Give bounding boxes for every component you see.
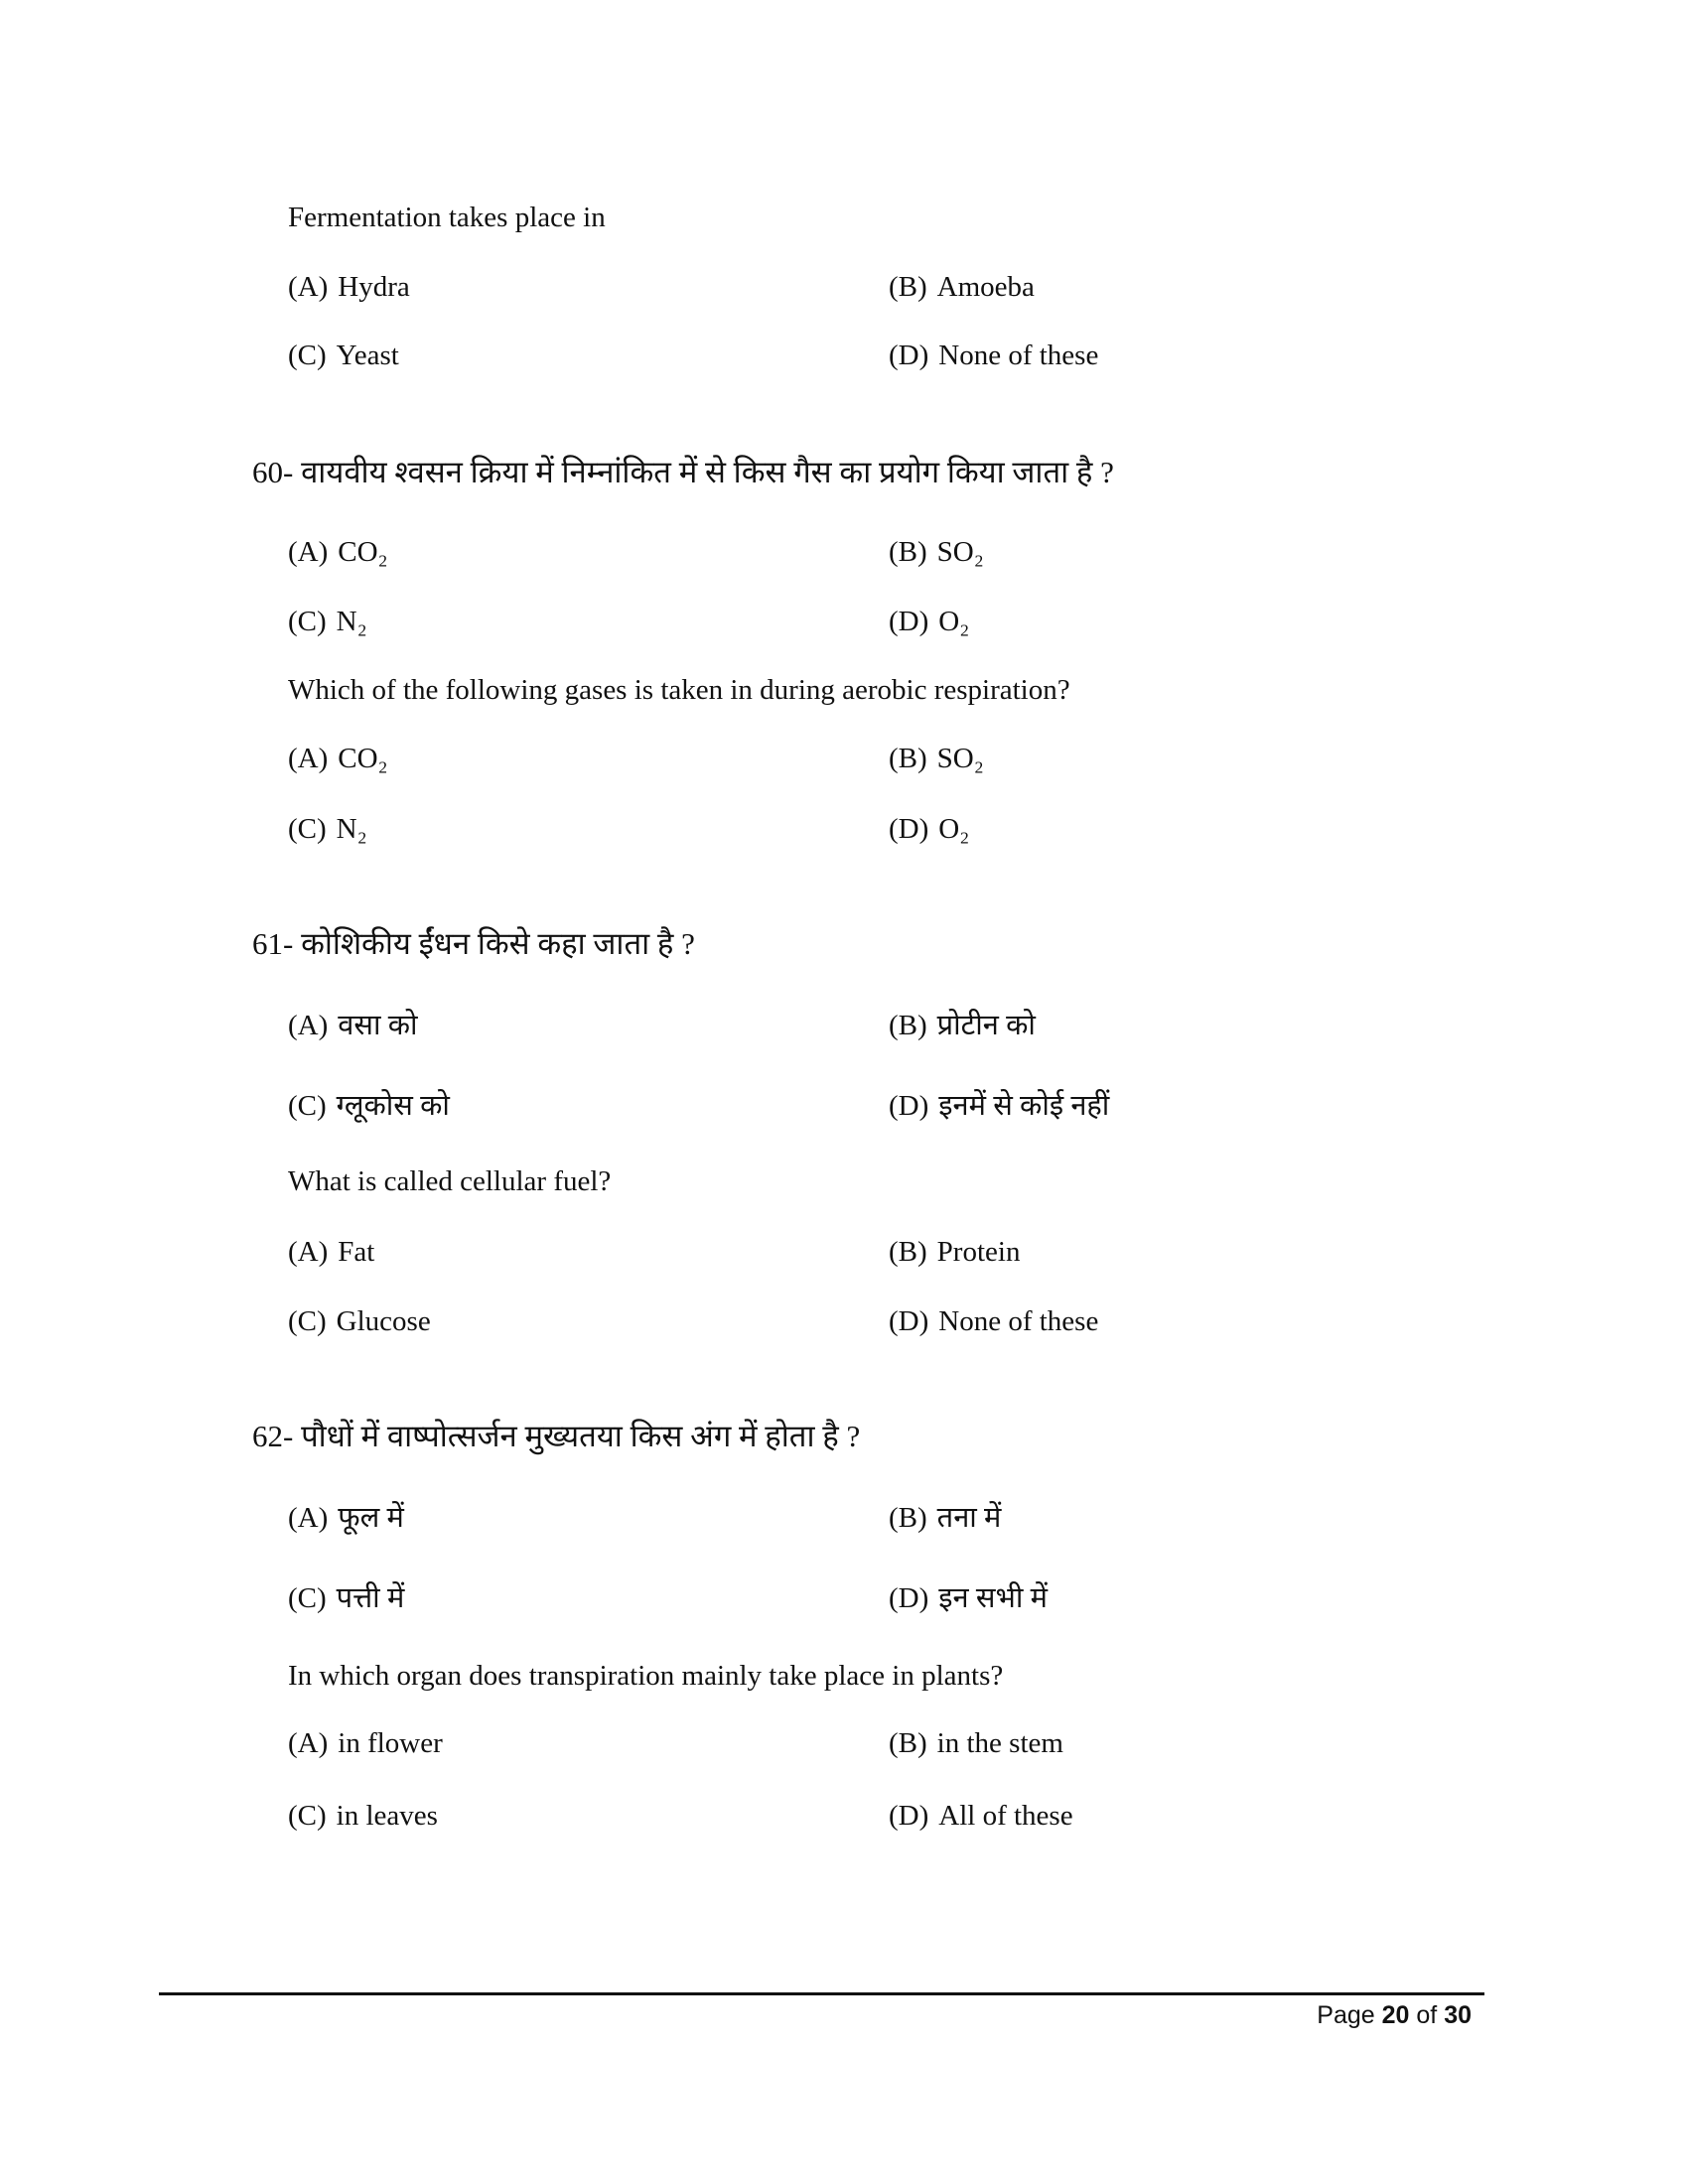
option-text: वसा को bbox=[338, 1010, 418, 1041]
option-label: (D) bbox=[889, 606, 929, 637]
footer-divider bbox=[159, 1992, 1484, 1995]
option-a bbox=[288, 1008, 418, 1043]
option-label: (C) bbox=[288, 813, 327, 845]
option-d bbox=[889, 1580, 1048, 1616]
option-label: (D) bbox=[889, 813, 929, 845]
option-d bbox=[889, 338, 1098, 373]
option-text: in flower bbox=[338, 1727, 443, 1759]
option-text: None of these bbox=[938, 340, 1099, 371]
option-label: (D) bbox=[889, 1305, 929, 1337]
option-label: (B) bbox=[889, 1010, 927, 1041]
option-label: (C) bbox=[288, 1090, 327, 1122]
option-label: (A) bbox=[288, 1010, 329, 1041]
option-a bbox=[288, 269, 410, 305]
option-a bbox=[288, 534, 388, 570]
option-b bbox=[889, 269, 1035, 305]
option-label: (A) bbox=[288, 1502, 329, 1534]
option-label: (B) bbox=[889, 1236, 927, 1268]
option-d bbox=[889, 1798, 1073, 1834]
option-text: Glucose bbox=[336, 1305, 431, 1337]
option-text: N₂ bbox=[336, 606, 367, 637]
option-c bbox=[288, 1580, 404, 1616]
page-prefix: Page bbox=[1317, 2001, 1375, 2029]
option-b bbox=[889, 1725, 1063, 1761]
option-b bbox=[889, 741, 984, 776]
option-a bbox=[288, 1234, 374, 1270]
option-label: (A) bbox=[288, 1727, 329, 1759]
option-c bbox=[288, 1303, 431, 1339]
option-c bbox=[288, 604, 367, 639]
page-number bbox=[1317, 2001, 1472, 2030]
option-label: (C) bbox=[288, 606, 327, 637]
option-c bbox=[288, 338, 399, 373]
option-text: इनमें से कोई नहीं bbox=[938, 1090, 1110, 1122]
option-text: SO₂ bbox=[936, 536, 984, 568]
page-of: of bbox=[1416, 2001, 1438, 2029]
option-label: (A) bbox=[288, 271, 329, 303]
option-label: (D) bbox=[889, 340, 929, 371]
option-a bbox=[288, 1500, 404, 1536]
option-label: (C) bbox=[288, 340, 327, 371]
option-text: Fat bbox=[338, 1236, 375, 1268]
option-b bbox=[889, 1234, 1020, 1270]
option-d bbox=[889, 811, 969, 847]
option-label: (B) bbox=[889, 271, 927, 303]
option-label: (A) bbox=[288, 1236, 329, 1268]
option-text: इन सभी में bbox=[938, 1582, 1048, 1614]
option-text: तना में bbox=[936, 1502, 1002, 1534]
option-c bbox=[288, 811, 367, 847]
question-62-hi: 62- पौधों में वाष्पोत्सर्जन मुख्यतया किस अंग में होता है ? bbox=[252, 1419, 861, 1453]
option-d bbox=[889, 1303, 1098, 1339]
option-b bbox=[889, 1008, 1036, 1043]
option-text: O₂ bbox=[938, 813, 970, 845]
option-label: (A) bbox=[288, 743, 329, 774]
option-text: in the stem bbox=[936, 1727, 1063, 1759]
option-label: (D) bbox=[889, 1582, 929, 1614]
option-text: Protein bbox=[936, 1236, 1021, 1268]
option-label: (B) bbox=[889, 1502, 927, 1534]
option-c bbox=[288, 1088, 450, 1124]
page-total: 30 bbox=[1444, 2001, 1472, 2029]
option-c bbox=[288, 1798, 438, 1834]
option-text: पत्ती में bbox=[336, 1582, 405, 1614]
option-a bbox=[288, 1725, 443, 1761]
question-60-hi: 60- वायवीय श्वसन क्रिया में निम्नांकित में से किस गैस का प्रयोग किया जाता है ? bbox=[252, 455, 1114, 489]
option-label: (B) bbox=[889, 536, 927, 568]
option-text: CO₂ bbox=[338, 536, 388, 568]
option-text: प्रोटीन को bbox=[936, 1010, 1036, 1041]
option-text: Amoeba bbox=[936, 271, 1035, 303]
option-label: (B) bbox=[889, 1727, 927, 1759]
option-label: (D) bbox=[889, 1090, 929, 1122]
option-text: in leaves bbox=[336, 1800, 438, 1832]
question-59-en: Fermentation takes place in bbox=[288, 202, 606, 233]
option-label: (A) bbox=[288, 536, 329, 568]
page-current: 20 bbox=[1381, 2001, 1410, 2029]
option-d bbox=[889, 604, 969, 639]
option-text: N₂ bbox=[336, 813, 367, 845]
option-text: All of these bbox=[938, 1800, 1073, 1832]
option-text: CO₂ bbox=[338, 743, 388, 774]
option-text: फूल में bbox=[338, 1502, 404, 1534]
option-b bbox=[889, 1500, 1001, 1536]
question-61-en: What is called cellular fuel? bbox=[288, 1165, 612, 1197]
option-label: (B) bbox=[889, 743, 927, 774]
option-text: ग्लूकोस को bbox=[336, 1090, 450, 1122]
question-60-en: Which of the following gases is taken in during aerobic respiration? bbox=[288, 674, 1070, 706]
option-a bbox=[288, 741, 388, 776]
question-61-hi: 61- कोशिकीय ईंधन किसे कहा जाता है ? bbox=[252, 926, 695, 961]
option-d bbox=[889, 1088, 1109, 1124]
option-label: (C) bbox=[288, 1800, 327, 1832]
option-label: (C) bbox=[288, 1582, 327, 1614]
option-text: SO₂ bbox=[936, 743, 984, 774]
option-text: Yeast bbox=[336, 340, 399, 371]
option-label: (C) bbox=[288, 1305, 327, 1337]
option-label: (D) bbox=[889, 1800, 929, 1832]
option-text: Hydra bbox=[338, 271, 410, 303]
question-62-en: In which organ does transpiration mainly take place in plants? bbox=[288, 1660, 1004, 1692]
option-text: None of these bbox=[938, 1305, 1099, 1337]
option-b bbox=[889, 534, 984, 570]
option-text: O₂ bbox=[938, 606, 970, 637]
